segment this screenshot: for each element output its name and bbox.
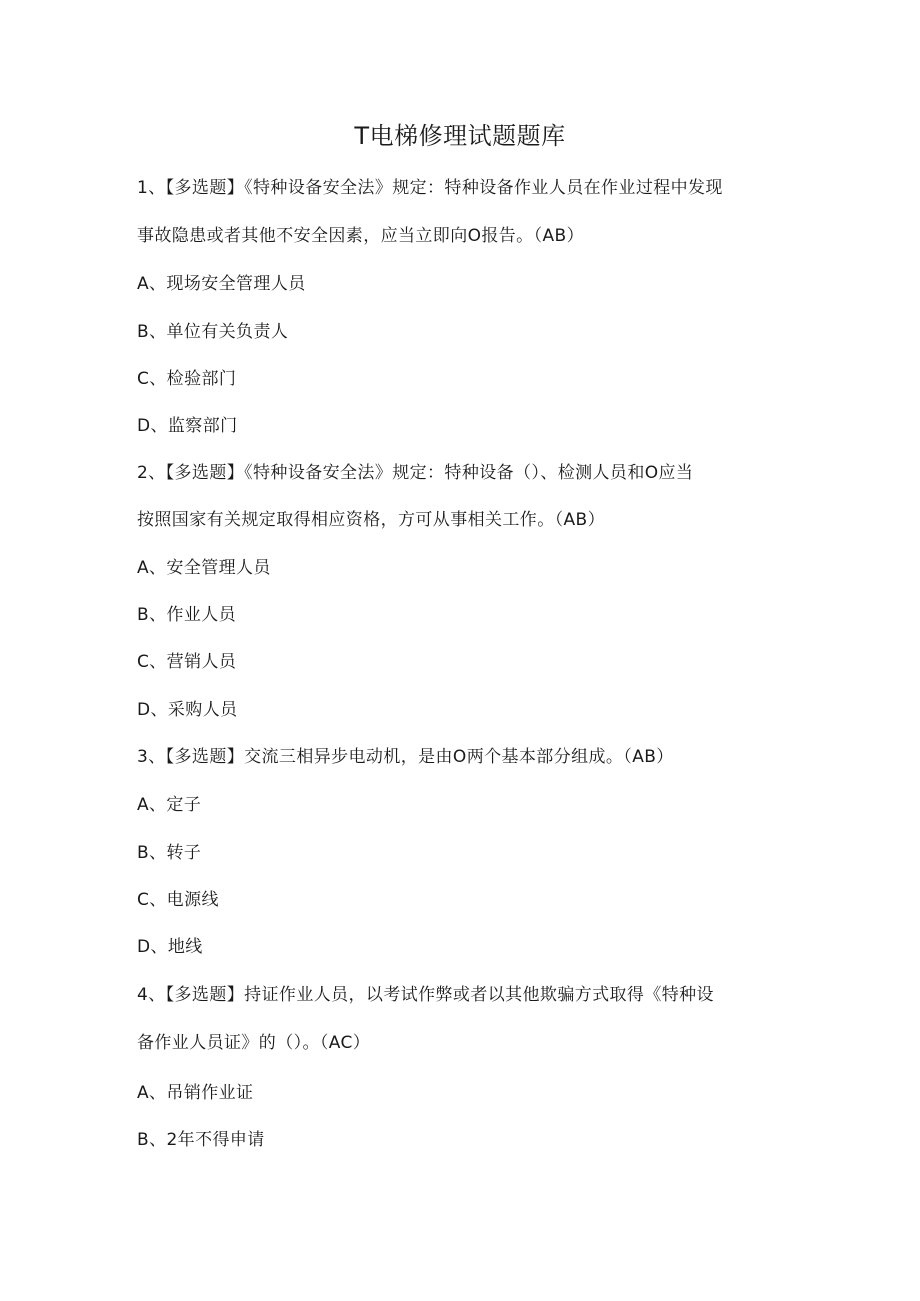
question-4-option-b: B、2年不得申请	[137, 1130, 265, 1150]
document-title: T电梯修理试题题库	[354, 122, 566, 150]
question-3-option-a: A、定子	[137, 795, 202, 815]
question-2-text-line-1: 2、【多选题】《特种设备安全法》规定：特种设备（）、检测人员和O应当	[137, 463, 694, 483]
question-2-option-d: D、采购人员	[137, 700, 238, 720]
question-4-text-line-1: 4、【多选题】持证作业人员，以考试作弊或者以其他欺骗方式取得《特种设	[137, 985, 714, 1005]
question-1-text-line-2: 事故隐患或者其他不安全因素，应当立即向O报告。（AB）	[137, 226, 584, 246]
question-1-text-line-1: 1、【多选题】《特种设备安全法》规定：特种设备作业人员在作业过程中发现	[137, 178, 723, 198]
question-1-option-d: D、监察部门	[137, 416, 238, 436]
question-3-option-d: D、地线	[137, 937, 203, 957]
question-3-option-c: C、电源线	[137, 890, 219, 910]
question-2-option-c: C、营销人员	[137, 652, 237, 672]
question-4-option-a: A、吊销作业证	[137, 1083, 254, 1103]
question-1-option-b: B、单位有关负责人	[137, 322, 289, 342]
question-2-option-a: A、安全管理人员	[137, 558, 271, 578]
question-3-text-line-1: 3、【多选题】交流三相异步电动机，是由O两个基本部分组成。（AB）	[137, 747, 674, 767]
question-4-text-line-2: 备作业人员证》的（）。（AC）	[137, 1033, 371, 1053]
question-2-text-line-2: 按照国家有关规定取得相应资格，方可从事相关工作。（AB）	[137, 510, 605, 530]
question-1-option-a: A、现场安全管理人员	[137, 274, 306, 294]
question-1-option-c: C、检验部门	[137, 369, 237, 389]
question-2-option-b: B、作业人员	[137, 605, 237, 625]
question-3-option-b: B、转子	[137, 843, 202, 863]
